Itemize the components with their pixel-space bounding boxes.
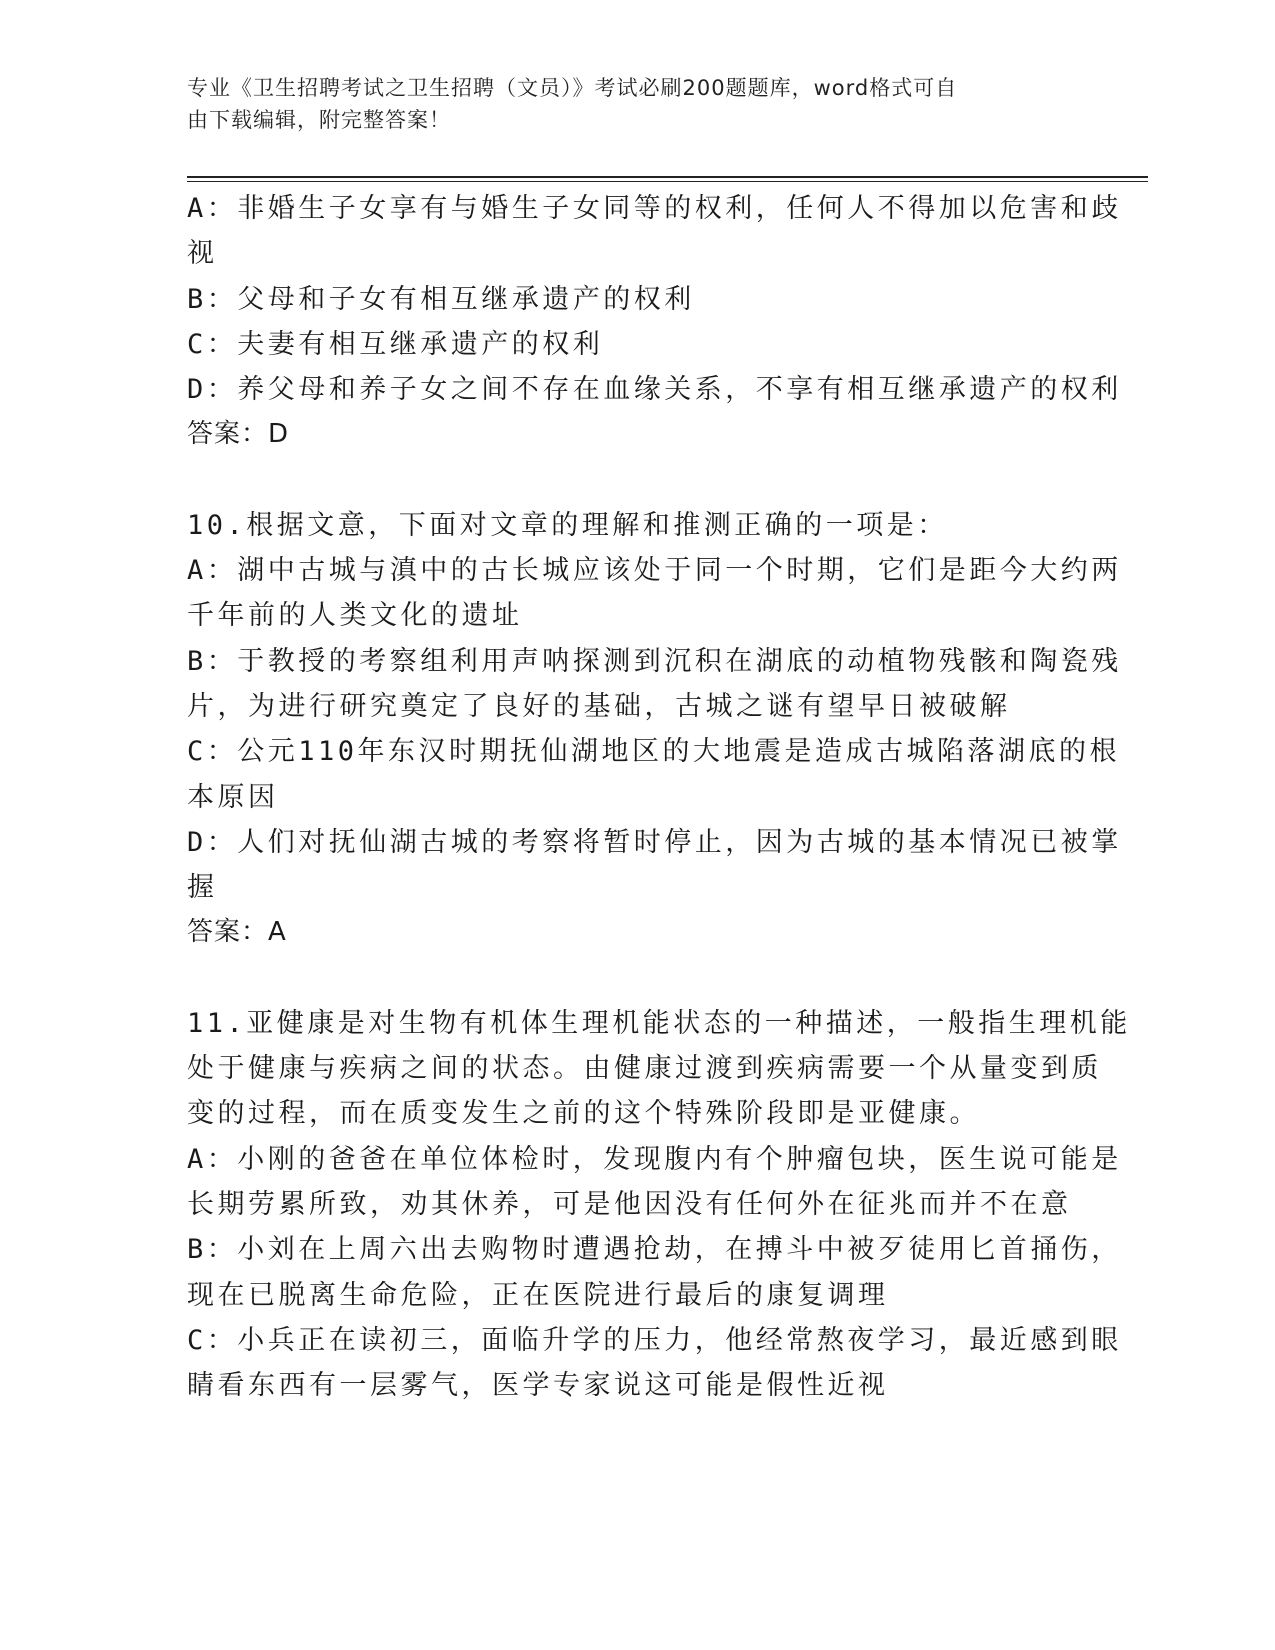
q11-option-a-line-2: 长期劳累所致，劝其休养，可是他因没有任何外在征兆而并不在意: [187, 1188, 1072, 1220]
q11-option-b-line-2: 现在已脱离生命危险，正在医院进行最后的康复调理: [187, 1279, 889, 1311]
header-divider-thin: [187, 181, 1148, 182]
q10-answer: 答案：A: [187, 917, 287, 948]
q9-option-a-line-2: 视: [187, 238, 218, 270]
q10-option-d-line-2: 握: [187, 872, 218, 904]
spacer: [187, 956, 1067, 1001]
q9-option-c: C：夫妻有相互继承遗产的权利: [187, 328, 604, 360]
header-divider-thick: [187, 176, 1148, 178]
q11-stem-line-2: 处于健康与疾病之间的状态。由健康过渡到疾病需要一个从量变到质: [187, 1053, 1102, 1085]
q10-option-c-line-2: 本原因: [187, 781, 279, 813]
header-line-2: 由下载编辑，附完整答案！: [187, 108, 451, 132]
q10-option-c-line-1: C：公元110年东汉时期抚仙湖地区的大地震是造成古城陷落湖底的根: [187, 736, 1121, 768]
question-11: [187, 1001, 1131, 1409]
q9-option-d: D：养父母和养子女之间不存在血缘关系，不享有相互继承遗产的权利: [187, 374, 1122, 406]
q11-option-c-line-1: C：小兵正在读初三，面临升学的压力，他经常熬夜学习，最近感到眼: [187, 1324, 1122, 1356]
question-10: [187, 503, 1122, 956]
q11-stem-line-1: 11.亚健康是对生物有机体生理机能状态的一种描述，一般指生理机能: [187, 1007, 1131, 1039]
q10-option-b-line-1: B：于教授的考察组利用声呐探测到沉积在湖底的动植物残骸和陶瓷残: [187, 645, 1122, 677]
q10-option-a-line-2: 千年前的人类文化的遗址: [187, 600, 523, 632]
header-line-1: 专业《卫生招聘考试之卫生招聘（文员）》考试必刷200题题库，word格式可自: [187, 76, 958, 100]
q11-stem-line-3: 变的过程，而在质变发生之前的这个特殊阶段即是亚健康。: [187, 1098, 980, 1130]
page-header: [187, 72, 1067, 136]
q11-option-b-line-1: B：小刘在上周六出去购物时遭遇抢劫，在搏斗中被歹徒用匕首捅伤，: [187, 1234, 1122, 1266]
q10-option-a-line-1: A：湖中古城与滇中的古长城应该处于同一个时期，它们是距今大约两: [187, 555, 1122, 587]
q9-answer: 答案：D: [187, 419, 290, 450]
q10-option-b-line-2: 片，为进行研究奠定了良好的基础，古城之谜有望早日被破解: [187, 690, 1011, 722]
question-content: [187, 186, 1131, 1408]
q11-option-c-line-2: 睛看东西有一层雾气，医学专家说这可能是假性近视: [187, 1370, 889, 1402]
spacer: [187, 458, 1067, 503]
question-9: [187, 186, 1122, 458]
q11-option-a-line-1: A：小刚的爸爸在单位体检时，发现腹内有个肿瘤包块，医生说可能是: [187, 1143, 1122, 1175]
q9-option-a-line-1: A：非婚生子女享有与婚生子女同等的权利，任何人不得加以危害和歧: [187, 193, 1122, 224]
q9-option-b: B：父母和子女有相互继承遗产的权利: [187, 283, 695, 315]
q10-option-d-line-1: D：人们对抚仙湖古城的考察将暂时停止，因为古城的基本情况已被掌: [187, 826, 1122, 858]
q10-stem: 10.根据文意，下面对文章的理解和推测正确的一项是：: [187, 509, 948, 541]
